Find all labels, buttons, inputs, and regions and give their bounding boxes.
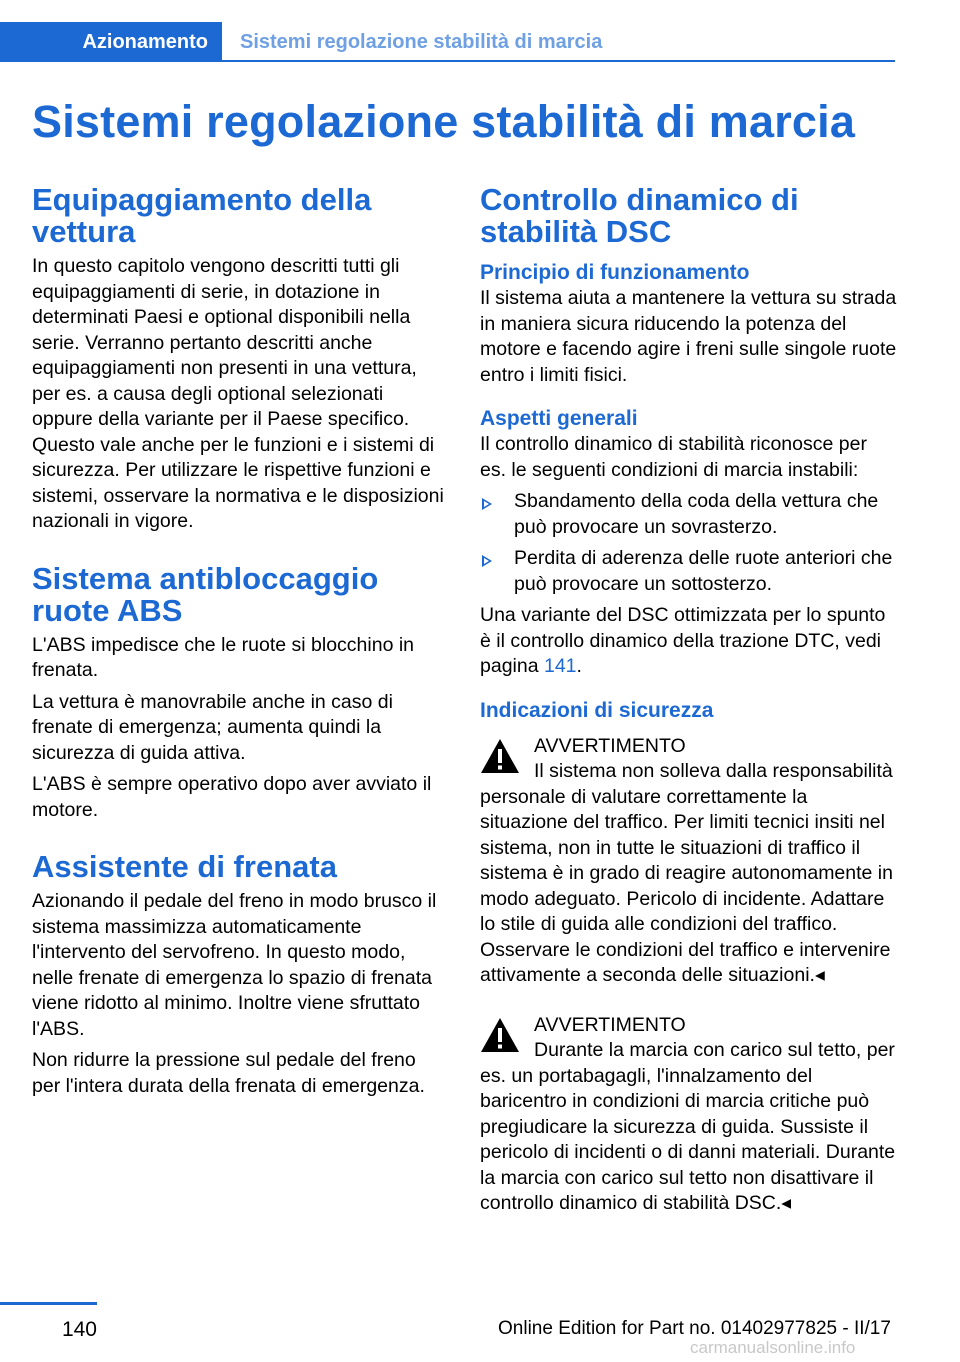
- list-item: [480, 489, 898, 540]
- warning-text: Durante la marcia con carico sul tetto, per es. un portabagagli, l'innalzamento del baricentro in condizioni di marcia critiche può pregiudicare la sicurezza di guida. Sussiste il pericolo di incidenti o di danni materiali. Durante la marcia con carico sul tetto non disattivare il controllo dinamico di stabilità DSC.◂: [480, 1039, 896, 1214]
- general-text: Il controllo dinamico di stabilità riconosce per es. le seguenti condizioni di marcia instabili:: [480, 433, 867, 481]
- list-item: [480, 546, 898, 597]
- section-breadcrumb[interactable]: Sistemi regolazione stabilità di marcia: [240, 31, 603, 53]
- abs-heading: Sistema antibloccaggio ruote ABS: [32, 560, 379, 628]
- brake-assist-paragraph: Azionando il pedale del freno in modo brusco il sistema massimizza automaticamente l'intervento del servofreno. In questo modo, nelle frenate di emergenza lo spazio di frenata viene ridotto al minimo. Inoltre viene sfruttato l'ABS.: [32, 890, 437, 1040]
- condition-list: [480, 489, 898, 597]
- equipment-heading: Equipaggiamento della vettura: [32, 182, 372, 249]
- page-header: [0, 22, 895, 62]
- edition-info: Online Edition for Part no. 01402977825 - II/17: [498, 1318, 891, 1339]
- page-title: Sistemi regolazione stabilità di marcia: [32, 96, 856, 147]
- warning-label: AVVERTIMENTO: [534, 734, 686, 757]
- list-item-text: Perdita di aderenza delle ruote anteriori che può provocare un sottosterzo.: [514, 547, 893, 595]
- principle-heading: Principio di funzionamento: [480, 261, 750, 284]
- dtc-text-part: Una variante del DSC ottimizzata per lo spunto è il controllo dinamico della trazione DTC, vedi pagina: [480, 604, 886, 677]
- header-rule: [222, 60, 895, 62]
- right-column: [480, 184, 898, 1223]
- chapter-tab[interactable]: Azionamento: [0, 22, 222, 62]
- abs-paragraph: L'ABS impedisce che le ruote si blocchino in frenata.: [32, 633, 415, 681]
- page-number: 140: [61, 1318, 97, 1341]
- principle-text: Il sistema aiuta a mantenere la vettura su strada in maniera sicura riducendo la potenza del motore e facendo agire i freni sulle singole ruote entro i limiti fisici.: [480, 287, 897, 386]
- warning-block: [480, 1013, 898, 1217]
- footer-rule: [0, 1302, 97, 1305]
- brake-assist-heading: Assistente di frenata: [32, 849, 337, 884]
- list-item-text: Sbandamento della coda della vettura che può provocare un sovrasterzo.: [514, 490, 879, 538]
- left-column: [32, 184, 448, 1099]
- dtc-text: [480, 603, 898, 680]
- warning-text: Il sistema non solleva dalla responsabilità personale di valutare correttamente la situazione del traffico. Per limiti tecnici insiti nel sistema, non in tutte le situazioni di traffico il sistema è in grado di reagire autonomamente in modo adeguato. Pericolo di incidente. Adattare lo stile di guida alle condizioni del traffico. Osservare le condizioni del traffico e intervenire attivamente a seconda delle situazioni.◂: [480, 760, 893, 986]
- page-link[interactable]: 141: [543, 655, 577, 677]
- triangle-bullet-icon: [482, 498, 492, 510]
- general-heading: Aspetti generali: [480, 407, 638, 430]
- warning-label: AVVERTIMENTO: [534, 1013, 686, 1036]
- triangle-bullet-icon: [482, 555, 492, 567]
- dsc-heading: Controllo dinamico di stabilità DSC: [480, 182, 799, 249]
- equipment-text: In questo capitolo vengono descritti tutti gli equipaggiamenti di serie, in dotazione in determinati Paesi e optional disponibili nella serie. Verranno pertanto descritti anche equipaggiamenti non presenti in una vettura, per es. a causa degli optional selezionati oppure della variante per il Paese specifico. Questo vale anche per le funzioni e i sistemi di sicurezza. Per utilizzare le rispettive funzioni e sistemi, osservare la normativa e le disposizioni nazionali in vigore.: [32, 255, 444, 532]
- watermark: carmanualsonline.info: [690, 1338, 856, 1357]
- safety-heading: Indicazioni di sicurezza: [480, 698, 714, 722]
- warning-block: [480, 734, 898, 989]
- abs-paragraph: La vettura è manovrabile anche in caso di frenate di emergenza; aumenta quindi la sicurezza di guida attiva.: [32, 690, 393, 764]
- warning-triangle-icon: [480, 738, 520, 774]
- abs-paragraph: L'ABS è sempre operativo dopo aver avviato il motore.: [32, 773, 432, 821]
- brake-assist-paragraph: Non ridurre la pressione sul pedale del freno per l'intera durata della frenata di emergenza.: [32, 1049, 425, 1097]
- warning-triangle-icon: [480, 1017, 520, 1053]
- dtc-text-end: .: [576, 655, 582, 677]
